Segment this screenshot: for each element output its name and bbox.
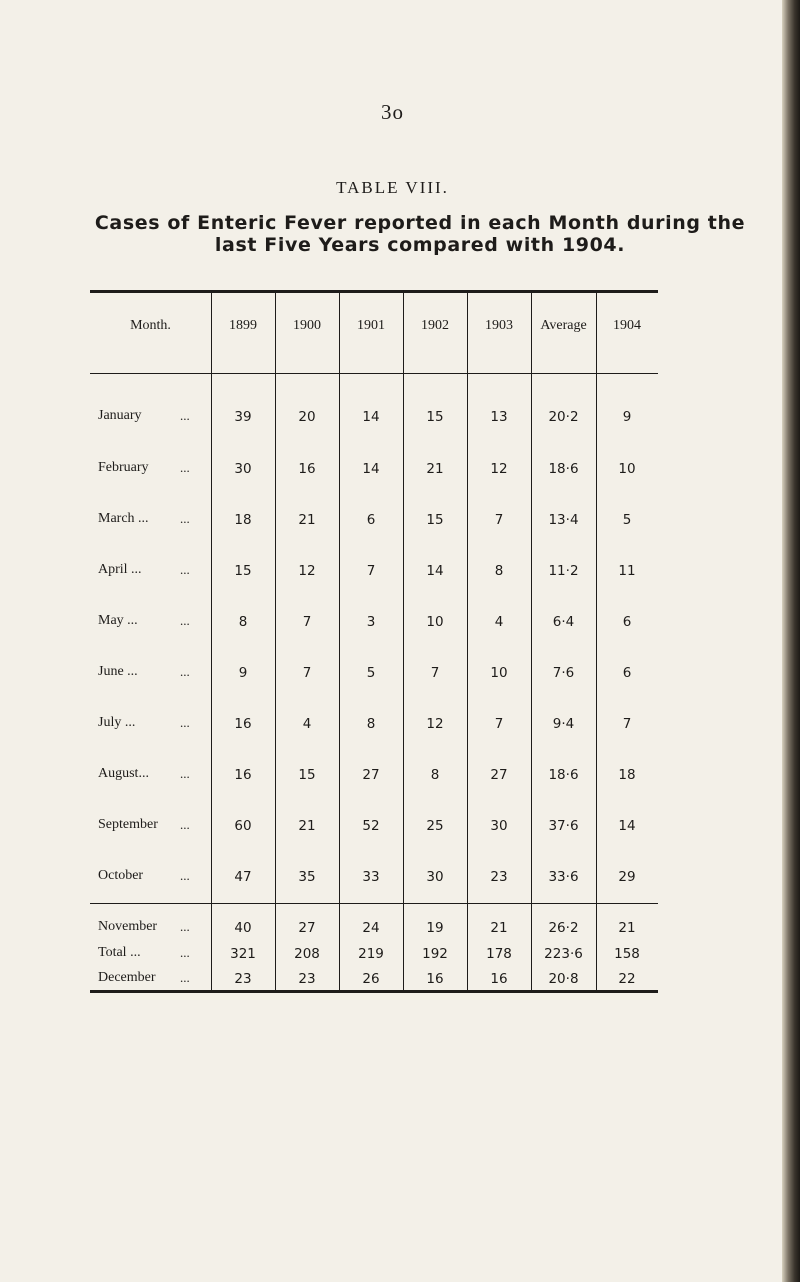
value-cell: 8 xyxy=(430,767,440,783)
header-average: Average xyxy=(540,318,587,333)
value-cell: 22 xyxy=(618,971,636,987)
value-cell: 33 xyxy=(362,869,380,885)
total-label: Total ... xyxy=(98,945,141,960)
column-divider xyxy=(339,290,340,993)
value-cell: 23 xyxy=(490,869,508,885)
month-label: March ... xyxy=(98,511,149,526)
header-1900: 1900 xyxy=(293,318,321,333)
value-cell: 18 xyxy=(234,512,252,528)
leader-dots: ... xyxy=(180,562,190,577)
value-cell: 5 xyxy=(622,512,632,528)
value-cell: 15 xyxy=(426,512,444,528)
value-cell: 24 xyxy=(362,920,380,936)
value-cell: 21 xyxy=(490,920,508,936)
value-cell: 25 xyxy=(426,818,444,834)
leader-dots: ... xyxy=(180,460,190,475)
value-cell: 30 xyxy=(490,818,508,834)
value-cell: 16 xyxy=(490,971,508,987)
value-cell: 15 xyxy=(426,409,444,425)
value-cell: 7 xyxy=(494,512,504,528)
leader-dots: ... xyxy=(180,613,190,628)
table-title: Cases of Enteric Fever reported in each Month during the last Five Years compared with 1904. xyxy=(94,212,746,256)
page-number: 3o xyxy=(381,100,404,124)
column-divider xyxy=(596,290,597,993)
header-1902: 1902 xyxy=(421,318,449,333)
value-cell: 16 xyxy=(426,971,444,987)
value-cell: 4 xyxy=(302,716,312,732)
leader-dots: ... xyxy=(180,817,190,832)
month-label: November xyxy=(98,919,158,934)
value-cell: 39 xyxy=(234,409,252,425)
value-cell: 16 xyxy=(234,716,252,732)
header-1901: 1901 xyxy=(357,318,385,333)
value-cell: 14 xyxy=(362,461,380,477)
value-cell: 14 xyxy=(618,818,636,834)
month-label: September xyxy=(98,817,158,832)
table-label: TABLE VIII. xyxy=(336,178,449,197)
value-cell: 52 xyxy=(362,818,380,834)
leader-dots: ... xyxy=(180,511,190,526)
value-cell: 15 xyxy=(234,563,252,579)
value-cell: 21 xyxy=(298,512,316,528)
value-cell: 27 xyxy=(362,767,380,783)
value-cell: 16 xyxy=(234,767,252,783)
value-cell: 7·6 xyxy=(552,665,575,681)
leader-dots: ... xyxy=(180,408,190,423)
value-cell: 27 xyxy=(490,767,508,783)
value-cell: 6 xyxy=(366,512,376,528)
value-cell: 10 xyxy=(618,461,636,477)
value-cell: 10 xyxy=(490,665,508,681)
value-cell: 7 xyxy=(366,563,376,579)
value-cell: 158 xyxy=(614,946,640,962)
column-divider xyxy=(211,290,212,993)
month-label: January xyxy=(98,408,142,423)
value-cell: 47 xyxy=(234,869,252,885)
header-bottom-rule xyxy=(90,373,658,374)
value-cell: 35 xyxy=(298,869,316,885)
header-1903: 1903 xyxy=(485,318,513,333)
month-label: February xyxy=(98,460,149,475)
value-cell: 23 xyxy=(298,971,316,987)
value-cell: 7 xyxy=(494,716,504,732)
value-cell: 60 xyxy=(234,818,252,834)
value-cell: 16 xyxy=(298,461,316,477)
value-cell: 18·6 xyxy=(548,461,579,477)
value-cell: 11 xyxy=(618,563,636,579)
value-cell: 37·6 xyxy=(548,818,579,834)
value-cell: 21 xyxy=(298,818,316,834)
value-cell: 223·6 xyxy=(544,946,583,962)
value-cell: 18 xyxy=(618,767,636,783)
value-cell: 20·2 xyxy=(548,409,579,425)
value-cell: 30 xyxy=(426,869,444,885)
value-cell: 9 xyxy=(622,409,632,425)
value-cell: 21 xyxy=(426,461,444,477)
table-bottom-rule xyxy=(90,990,658,993)
value-cell: 6 xyxy=(622,665,632,681)
column-divider xyxy=(403,290,404,993)
column-divider xyxy=(275,290,276,993)
value-cell: 219 xyxy=(358,946,384,962)
value-cell: 27 xyxy=(298,920,316,936)
leader-dots: ... xyxy=(180,919,190,934)
leader-dots: ... xyxy=(180,766,190,781)
value-cell: 208 xyxy=(294,946,320,962)
value-cell: 14 xyxy=(426,563,444,579)
month-label: August... xyxy=(98,766,149,781)
leader-dots: ... xyxy=(180,715,190,730)
leader-dots: ... xyxy=(180,945,190,960)
value-cell: 13·4 xyxy=(548,512,579,528)
value-cell: 29 xyxy=(618,869,636,885)
leader-dots: ... xyxy=(180,970,190,985)
value-cell: 192 xyxy=(422,946,448,962)
value-cell: 4 xyxy=(494,614,504,630)
value-cell: 7 xyxy=(622,716,632,732)
value-cell: 178 xyxy=(486,946,512,962)
value-cell: 33·6 xyxy=(548,869,579,885)
value-cell: 20 xyxy=(298,409,316,425)
value-cell: 21 xyxy=(618,920,636,936)
month-label: June ... xyxy=(98,664,138,679)
column-divider xyxy=(531,290,532,993)
value-cell: 23 xyxy=(234,971,252,987)
value-cell: 5 xyxy=(366,665,376,681)
total-top-rule xyxy=(90,903,658,904)
header-1899: 1899 xyxy=(229,318,257,333)
value-cell: 3 xyxy=(366,614,376,630)
header-month: Month. xyxy=(130,318,171,333)
value-cell: 19 xyxy=(426,920,444,936)
value-cell: 18·6 xyxy=(548,767,579,783)
value-cell: 12 xyxy=(298,563,316,579)
value-cell: 12 xyxy=(490,461,508,477)
value-cell: 13 xyxy=(490,409,508,425)
value-cell: 6 xyxy=(622,614,632,630)
value-cell: 7 xyxy=(302,614,312,630)
value-cell: 8 xyxy=(366,716,376,732)
leader-dots: ... xyxy=(180,664,190,679)
value-cell: 26·2 xyxy=(548,920,579,936)
month-label: May ... xyxy=(98,613,138,628)
value-cell: 321 xyxy=(230,946,256,962)
value-cell: 8 xyxy=(494,563,504,579)
value-cell: 7 xyxy=(430,665,440,681)
month-label: October xyxy=(98,868,144,883)
value-cell: 8 xyxy=(238,614,248,630)
value-cell: 6·4 xyxy=(552,614,575,630)
value-cell: 9·4 xyxy=(552,716,575,732)
value-cell: 40 xyxy=(234,920,252,936)
table-top-rule xyxy=(90,290,658,293)
month-label: April ... xyxy=(98,562,142,577)
leader-dots: ... xyxy=(180,868,190,883)
column-divider xyxy=(467,290,468,993)
value-cell: 9 xyxy=(238,665,248,681)
value-cell: 30 xyxy=(234,461,252,477)
value-cell: 14 xyxy=(362,409,380,425)
value-cell: 7 xyxy=(302,665,312,681)
value-cell: 10 xyxy=(426,614,444,630)
value-cell: 11·2 xyxy=(548,563,579,579)
value-cell: 15 xyxy=(298,767,316,783)
value-cell: 26 xyxy=(362,971,380,987)
month-label: December xyxy=(98,970,156,985)
header-1904: 1904 xyxy=(613,318,641,333)
month-label: July ... xyxy=(98,715,136,730)
value-cell: 20·8 xyxy=(548,971,579,987)
value-cell: 12 xyxy=(426,716,444,732)
